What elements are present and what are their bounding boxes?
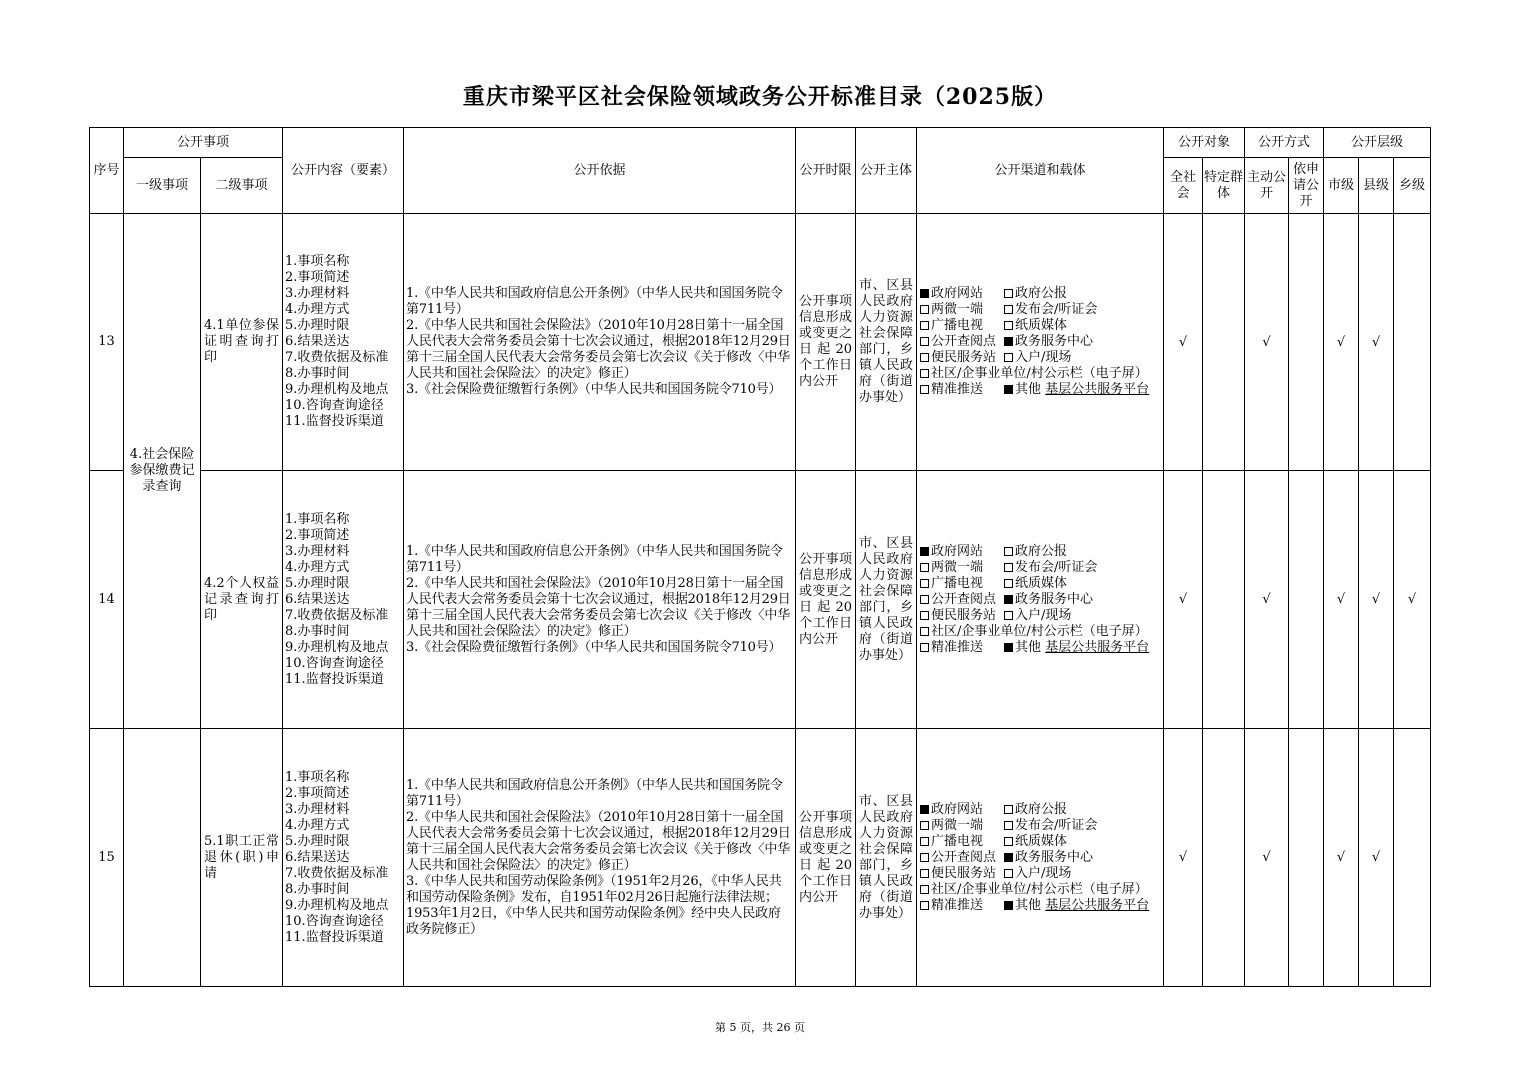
channel-label: 入户/现场 [1015, 350, 1072, 365]
content-item: 6.结果送达 [285, 334, 350, 349]
content-item: 11.监督投诉渠道 [285, 929, 384, 945]
content-item: 7.收费依据及标准 [285, 607, 389, 623]
unchecked-box-icon [920, 353, 929, 362]
table-row [90, 471, 1431, 729]
channel-label: 入户/现场 [1015, 865, 1072, 881]
subject: 市、区县人民政府人力资源社会保障部门，乡镇人民政府（街道办事处） [856, 471, 917, 729]
basis-item: 3.《中华人民共和国劳动保险条例》（1951年2月26，《中华人民共和国劳动保险条例》发布，自1951年02月26日起施行法律法规；1953年1月2日，《中华人民共和国劳动保险条例》经中央人民政府政务院修正） [406, 873, 782, 937]
channel-label: 政务服务中心 [1015, 334, 1094, 349]
channel-other-value: 基层公共服务平台 [1045, 382, 1150, 397]
subject: 市、区县人民政府人力资源社会保障部门，乡镇人民政府（街道办事处） [856, 729, 917, 987]
channel-list [917, 471, 1164, 729]
header-seq: 序号 [90, 128, 124, 214]
header-method-active: 主动公开 [1245, 158, 1289, 214]
unchecked-box-icon [920, 595, 929, 604]
channel-label: 便民服务站 [931, 350, 997, 365]
subject: 市、区县人民政府人力资源社会保障部门，乡镇人民政府（街道办事处） [856, 214, 917, 471]
checked-box-icon [920, 805, 929, 814]
content-item: 8.办事时间 [285, 366, 350, 381]
unchecked-box-icon [1004, 321, 1013, 330]
content-item: 4.办理方式 [285, 559, 350, 575]
level1-item: 4.社会保险参保缴费记录查询 [124, 214, 201, 729]
channel-other-value: 基层公共服务平台 [1045, 897, 1150, 913]
method-request-check [1289, 471, 1324, 729]
content-item: 7.收费依据及标准 [285, 350, 389, 365]
unchecked-box-icon [920, 385, 929, 394]
header-level2: 二级事项 [201, 158, 283, 214]
level-city-check: √ [1324, 471, 1359, 729]
header-channel: 公开渠道和载体 [917, 128, 1164, 214]
content-item: 3.办理材料 [285, 543, 350, 559]
checked-box-icon [1004, 337, 1013, 346]
content-item: 2.事项简述 [285, 270, 350, 285]
unchecked-box-icon [1004, 305, 1013, 314]
page-footer: 第 5 页，共 26 页 [715, 1021, 805, 1034]
basis-item: 2.《中华人民共和国社会保险法》（2010年10月28日第十一届全国人民代表大会常务委员会第十七次会议通过，根据2018年12月29日第十三届全国人民代表大会常务委员会第七次会议《关于修改〈中华人民共和国社会保险法〉的决定》修正） [406, 575, 791, 639]
channel-label: 广播电视 [931, 575, 984, 591]
header-level-town: 乡级 [1394, 158, 1431, 214]
checked-box-icon [1004, 595, 1013, 604]
level-town-check: √ [1394, 471, 1431, 729]
channel-label: 便民服务站 [931, 865, 997, 881]
content-item: 10.咨询查询途径 [285, 655, 384, 671]
channel-label: 精准推送 [931, 897, 984, 913]
unchecked-box-icon [920, 579, 929, 588]
basis-text [404, 729, 796, 987]
unchecked-box-icon [1004, 869, 1013, 878]
channel-label: 两微一端 [931, 302, 984, 317]
content-item: 6.结果送达 [285, 591, 350, 607]
channel-label: 发布会/听证会 [1015, 302, 1098, 317]
header-content: 公开内容（要素） [283, 128, 404, 214]
unchecked-box-icon [920, 321, 929, 330]
header-method: 公开方式 [1245, 128, 1324, 158]
header-time-limit: 公开时限 [796, 128, 856, 214]
checked-box-icon [1004, 385, 1013, 394]
unchecked-box-icon [920, 337, 929, 346]
unchecked-box-icon [920, 643, 929, 652]
unchecked-box-icon [920, 369, 929, 378]
content-item: 11.监督投诉渠道 [285, 671, 384, 687]
content-item: 3.办理材料 [285, 801, 350, 817]
unchecked-box-icon [920, 869, 929, 878]
channel-other-value: 基层公共服务平台 [1045, 639, 1150, 655]
header-item: 公开事项 [124, 128, 283, 158]
level2-item: 4.1单位参保证明查询打印 [201, 214, 283, 471]
unchecked-box-icon [920, 611, 929, 620]
content-item: 9.办理机构及地点 [285, 639, 389, 655]
level2-item: 5.1职工正常退休(职)申请 [201, 729, 283, 987]
time-limit: 公开事项信息形成或变更之日起20个工作日内公开 [796, 214, 856, 471]
channel-label: 广播电视 [931, 833, 984, 849]
checked-box-icon [920, 547, 929, 556]
channel-label: 政府网站 [931, 286, 984, 301]
target-specific-check [1203, 729, 1245, 987]
header-method-request: 依申请公开 [1289, 158, 1324, 214]
channel-label: 政府公报 [1015, 286, 1068, 301]
level-town-check [1394, 729, 1431, 987]
content-item: 6.结果送达 [285, 849, 350, 865]
content-item: 2.事项简述 [285, 785, 350, 801]
content-item: 9.办理机构及地点 [285, 382, 389, 397]
channel-label: 社区/企事业单位/村公示栏（电子屏） [931, 881, 1148, 897]
table-row [90, 729, 1431, 987]
level-city-check: √ [1324, 729, 1359, 987]
unchecked-box-icon [920, 853, 929, 862]
channel-label: 纸质媒体 [1015, 833, 1068, 849]
channel-label: 政府公报 [1015, 543, 1068, 559]
header-level-city: 市级 [1324, 158, 1359, 214]
unchecked-box-icon [1004, 353, 1013, 362]
unchecked-box-icon [1004, 611, 1013, 620]
basis-item: 3.《社会保险费征缴暂行条例》（中华人民共和国国务院令710号） [406, 382, 782, 397]
basis-item: 1.《中华人民共和国政府信息公开条例》（中华人民共和国国务院令第711号） [406, 777, 783, 809]
method-request-check [1289, 214, 1324, 471]
channel-label: 精准推送 [931, 382, 984, 397]
content-item: 2.事项简述 [285, 527, 350, 543]
content-item: 9.办理机构及地点 [285, 897, 389, 913]
content-item: 8.办事时间 [285, 623, 350, 639]
channel-label: 社区/企事业单位/村公示栏（电子屏） [931, 623, 1148, 639]
content-item: 5.办理时限 [285, 575, 350, 591]
header-target: 公开对象 [1164, 128, 1245, 158]
checked-box-icon [920, 289, 929, 298]
basis-item: 3.《社会保险费征缴暂行条例》（中华人民共和国国务院令710号） [406, 639, 782, 655]
content-item: 4.办理方式 [285, 817, 350, 833]
channel-label: 精准推送 [931, 639, 984, 655]
channel-label: 两微一端 [931, 817, 984, 833]
content-item: 1.事项名称 [285, 511, 350, 527]
row-seq: 14 [90, 471, 124, 729]
content-item: 8.办事时间 [285, 881, 350, 897]
target-specific-check [1203, 214, 1245, 471]
content-item: 10.咨询查询途径 [285, 398, 384, 413]
channel-label: 政府公报 [1015, 801, 1068, 817]
channel-label: 公开查阅点 [931, 334, 997, 349]
row-seq: 15 [90, 729, 124, 987]
channel-label: 其他 [1015, 639, 1042, 655]
level-county-check: √ [1359, 471, 1394, 729]
content-list [283, 729, 404, 987]
channel-label: 其他 [1015, 382, 1042, 397]
channel-label: 政务服务中心 [1015, 849, 1094, 865]
basis-item: 1.《中华人民共和国政府信息公开条例》（中华人民共和国国务院令第711号） [406, 286, 783, 317]
checked-box-icon [1004, 901, 1013, 910]
method-active-check: √ [1245, 729, 1289, 987]
channel-label: 公开查阅点 [931, 591, 997, 607]
table-row [90, 214, 1431, 471]
target-all-check: √ [1164, 729, 1203, 987]
level-city-check: √ [1324, 214, 1359, 471]
row-seq: 13 [90, 214, 124, 471]
time-limit: 公开事项信息形成或变更之日起20个工作日内公开 [796, 471, 856, 729]
level2-item: 4.2个人权益记录查询打印 [201, 471, 283, 729]
header-target-all: 全社会 [1164, 158, 1203, 214]
basis-item: 2.《中华人民共和国社会保险法》（2010年10月28日第十一届全国人民代表大会常务委员会第十七次会议通过，根据2018年12月29日第十三届全国人民代表大会常务委员会第七次会议《关于修改〈中华人民共和国社会保险法〉的决定》修正） [406, 318, 791, 381]
content-item: 7.收费依据及标准 [285, 865, 389, 881]
content-item: 3.办理材料 [285, 286, 350, 301]
unchecked-box-icon [920, 837, 929, 846]
channel-list [917, 729, 1164, 987]
header-level: 公开层级 [1324, 128, 1431, 158]
header-level1: 一级事项 [124, 158, 201, 214]
level-town-check [1394, 214, 1431, 471]
channel-label: 两微一端 [931, 559, 984, 575]
unchecked-box-icon [920, 627, 929, 636]
header-level-county: 县级 [1359, 158, 1394, 214]
basis-item: 2.《中华人民共和国社会保险法》（2010年10月28日第十一届全国人民代表大会常务委员会第十七次会议通过，根据2018年12月29日第十三届全国人民代表大会常务委员会第七次会议《关于修改〈中华人民共和国社会保险法〉的决定》修正） [406, 809, 791, 873]
basis-item: 1.《中华人民共和国政府信息公开条例》（中华人民共和国国务院令第711号） [406, 543, 783, 575]
content-item: 1.事项名称 [285, 769, 350, 785]
channel-list [917, 214, 1164, 471]
header-basis: 公开依据 [404, 128, 796, 214]
method-active-check: √ [1245, 214, 1289, 471]
content-item: 11.监督投诉渠道 [285, 414, 384, 429]
channel-label: 发布会/听证会 [1015, 559, 1098, 575]
basis-text [404, 214, 796, 471]
channel-label: 纸质媒体 [1015, 575, 1068, 591]
level-county-check: √ [1359, 214, 1394, 471]
time-limit: 公开事项信息形成或变更之日起20个工作日内公开 [796, 729, 856, 987]
content-list [283, 471, 404, 729]
unchecked-box-icon [920, 901, 929, 910]
unchecked-box-icon [920, 821, 929, 830]
channel-label: 政府网站 [931, 543, 984, 559]
unchecked-box-icon [1004, 547, 1013, 556]
channel-label: 纸质媒体 [1015, 318, 1068, 333]
unchecked-box-icon [1004, 837, 1013, 846]
checked-box-icon [1004, 853, 1013, 862]
target-all-check: √ [1164, 471, 1203, 729]
target-all-check: √ [1164, 214, 1203, 471]
channel-label: 发布会/听证会 [1015, 817, 1098, 833]
basis-text [404, 471, 796, 729]
channel-label: 便民服务站 [931, 607, 997, 623]
checked-box-icon [1004, 643, 1013, 652]
content-list [283, 214, 404, 471]
content-item: 5.办理时限 [285, 833, 350, 849]
content-item: 5.办理时限 [285, 318, 350, 333]
target-specific-check [1203, 471, 1245, 729]
channel-label: 政务服务中心 [1015, 591, 1094, 607]
content-item: 1.事项名称 [285, 254, 350, 269]
level-county-check: √ [1359, 729, 1394, 987]
unchecked-box-icon [1004, 289, 1013, 298]
channel-label: 社区/企事业单位/村公示栏（电子屏） [931, 366, 1148, 381]
content-item: 4.办理方式 [285, 302, 350, 317]
page-title: 重庆市梁平区社会保险领域政务公开标准目录（2025版） [462, 84, 1058, 110]
unchecked-box-icon [1004, 821, 1013, 830]
channel-label: 广播电视 [931, 318, 984, 333]
content-item: 10.咨询查询途径 [285, 913, 384, 929]
unchecked-box-icon [1004, 579, 1013, 588]
header-target-specific: 特定群体 [1203, 158, 1245, 214]
channel-label: 其他 [1015, 897, 1042, 913]
unchecked-box-icon [920, 885, 929, 894]
channel-label: 公开查阅点 [931, 849, 997, 865]
method-active-check: √ [1245, 471, 1289, 729]
channel-label: 入户/现场 [1015, 607, 1072, 623]
unchecked-box-icon [920, 563, 929, 572]
unchecked-box-icon [1004, 563, 1013, 572]
level1-item-empty [124, 729, 201, 987]
method-request-check [1289, 729, 1324, 987]
unchecked-box-icon [1004, 805, 1013, 814]
unchecked-box-icon [920, 305, 929, 314]
header-subject: 公开主体 [856, 128, 917, 214]
catalog-table [89, 127, 1431, 987]
channel-label: 政府网站 [931, 801, 984, 817]
